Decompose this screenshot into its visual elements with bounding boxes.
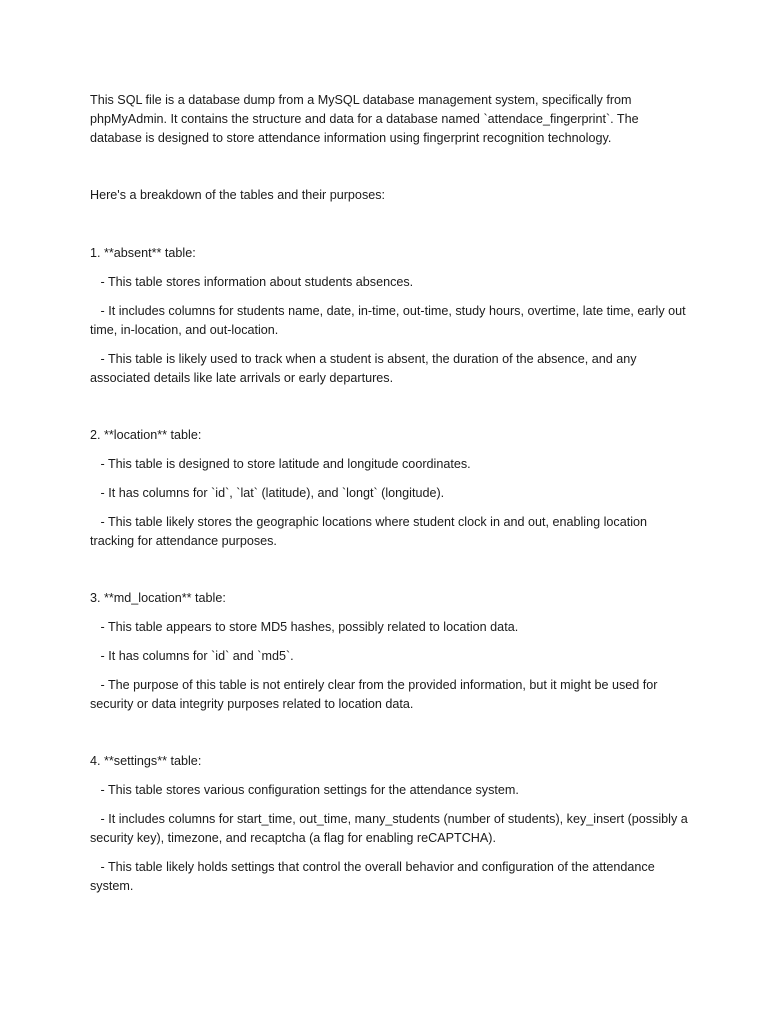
- intro-paragraph: This SQL file is a database dump from a MySQL database management system, specifically from phpMyAdmin. It contains the structure and data for a database named `attendace_fingerprint`. The database is designed to store attendance information using fingerprint recognition technology.: [90, 93, 643, 145]
- bullet-item: - This table is designed to store latitude and longitude coordinates.: [90, 457, 471, 471]
- section-title: 3. **md_location** table:: [90, 591, 226, 605]
- section-md-location: [90, 589, 690, 714]
- bullet-item: - It has columns for `id` and `md5`.: [90, 649, 294, 663]
- bullet-item: - This table stores information about students absences.: [90, 275, 414, 289]
- section-title: 4. **settings** table:: [90, 754, 202, 768]
- section-settings: [90, 752, 690, 896]
- section-absent: [90, 244, 690, 388]
- bullet-item: - It has columns for `id`, `lat` (latitude), and `longt` (longitude).: [90, 486, 445, 500]
- bullet-item: - This table likely stores the geographic locations where student clock in and out, enabling location tracking for attendance purposes.: [90, 515, 651, 548]
- section-title: 1. **absent** table:: [90, 246, 196, 260]
- section-title: 2. **location** table:: [90, 428, 202, 442]
- bullet-item: - This table stores various configuration settings for the attendance system.: [90, 783, 519, 797]
- section-location: [90, 426, 690, 551]
- bullet-item: - This table is likely used to track when a student is absent, the duration of the absence, and any associated details like late arrivals or early departures.: [90, 352, 641, 385]
- breakdown-heading: Here's a breakdown of the tables and their purposes:: [90, 188, 386, 202]
- bullet-item: - This table likely holds settings that control the overall behavior and configuration of the attendance system.: [90, 860, 659, 893]
- document-page: [90, 91, 690, 934]
- bullet-item: - It includes columns for start_time, out_time, many_students (number of students), key_insert (possibly a security key), timezone, and recaptcha (a flag for enabling reCAPTCHA).: [90, 812, 692, 845]
- bullet-item: - It includes columns for students name, date, in-time, out-time, study hours, overtime, late time, early out time, in-location, and out-location.: [90, 304, 690, 337]
- bullet-item: - This table appears to store MD5 hashes, possibly related to location data.: [90, 620, 519, 634]
- bullet-item: - The purpose of this table is not entirely clear from the provided information, but it might be used for security or data integrity purposes related to location data.: [90, 678, 661, 711]
